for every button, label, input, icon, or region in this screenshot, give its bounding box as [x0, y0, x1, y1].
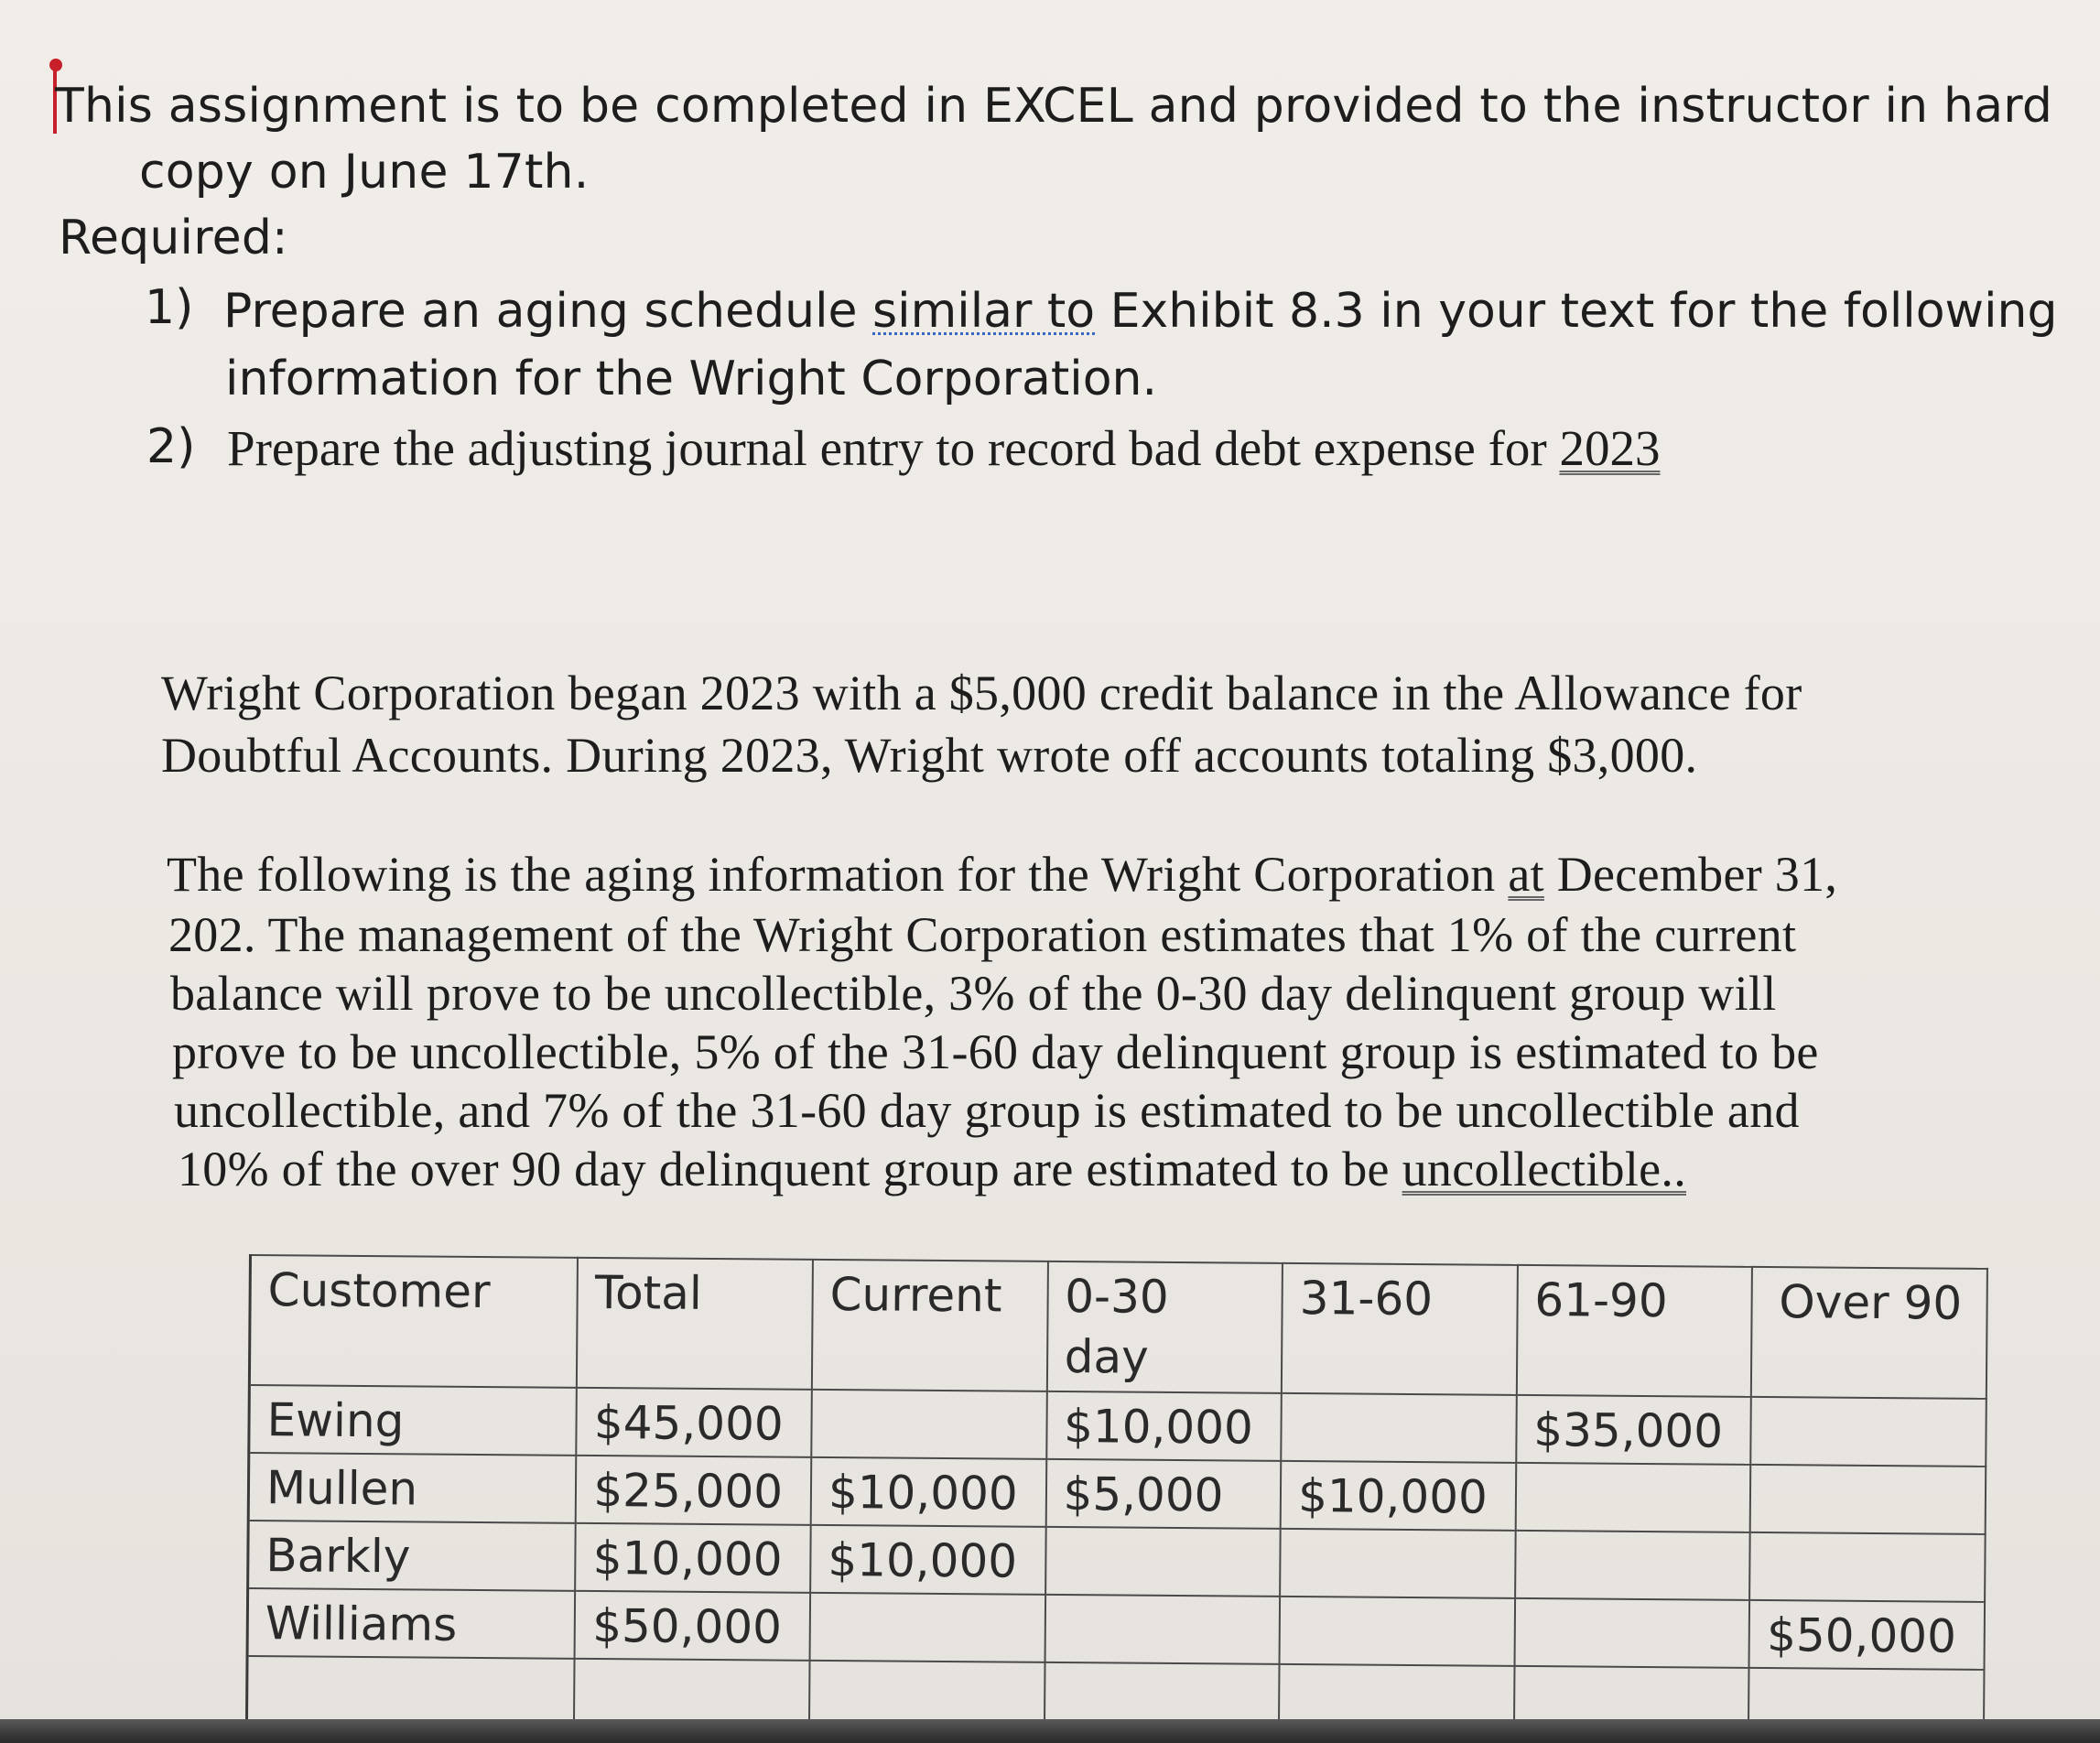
header-0-30-line-1: 0-30: [1065, 1270, 1169, 1324]
cell-customer: Mullen: [248, 1453, 576, 1523]
header-current: Current: [812, 1260, 1048, 1391]
cell-0-30: [1045, 1595, 1280, 1664]
requirement-1-line-2: information for the Wright Corporation.: [225, 352, 1158, 406]
paragraph-2-line-3: balance will prove to be uncollectible, 3% of the 0-30 day delinquent group will: [170, 966, 1777, 1021]
header-0-30-day: [1046, 1261, 1283, 1393]
cell-current: $10,000: [810, 1525, 1045, 1595]
requirement-2-line-1: [227, 419, 1660, 477]
cell-total: $50,000: [575, 1591, 810, 1661]
requirement-1-text-b: similar to: [872, 284, 1096, 339]
paragraph-2-line-6-b: uncollectible..: [1402, 1142, 1686, 1196]
cell-over-90: $50,000: [1749, 1600, 1985, 1670]
cell-61-90: [1514, 1598, 1749, 1668]
paragraph-2-line-1: [167, 846, 1837, 903]
requirement-2-text-a: Prepare the adjusting journal entry to record bad debt expense for: [227, 420, 1560, 476]
required-label: Required:: [59, 211, 288, 265]
cell-0-30: $5,000: [1045, 1459, 1281, 1529]
paragraph-2-line-4: prove to be uncollectible, 5% of the 31-60 day delinquent group is estimated to be: [172, 1024, 1819, 1079]
cell-customer: Ewing: [249, 1385, 577, 1456]
requirement-2-text-b: 2023: [1559, 420, 1661, 476]
header-total: Total: [577, 1258, 813, 1390]
cell-customer: Williams: [247, 1588, 575, 1659]
cell-0-30: $10,000: [1046, 1391, 1282, 1461]
cell-0-30: [1045, 1527, 1281, 1597]
cell-31-60: $10,000: [1281, 1461, 1516, 1531]
requirement-1-text-a: Prepare an aging schedule: [223, 284, 873, 339]
paragraph-1-line-2: Doubtful Accounts. During 2023, Wright wrote off accounts totaling $3,000.: [161, 728, 1698, 783]
requirement-1-line-1: [223, 284, 2058, 339]
cell-61-90: [1515, 1463, 1750, 1532]
header-61-90: 61-90: [1517, 1265, 1753, 1397]
cell-total: $45,000: [577, 1388, 812, 1457]
screen-bezel: [0, 1719, 2100, 1743]
paragraph-2-line-6: [178, 1141, 1686, 1197]
paragraph-2-line-1-b: at: [1508, 847, 1544, 902]
cell-61-90: [1515, 1531, 1750, 1600]
cell-31-60: [1281, 1393, 1516, 1463]
cell-total: $25,000: [576, 1456, 811, 1525]
cell-current: [810, 1593, 1045, 1662]
intro-line-1: This assignment is to be completed in EXCEL and provided to the instructor in hard: [55, 79, 2053, 134]
cell-total: $10,000: [575, 1523, 810, 1593]
cell-current: $10,000: [811, 1457, 1046, 1527]
cell-61-90: $35,000: [1516, 1395, 1751, 1465]
paragraph-1-line-1: Wright Corporation began 2023 with a $5,000 credit balance in the Allowance for: [161, 666, 1802, 720]
cell-customer: Barkly: [248, 1521, 576, 1591]
header-31-60: 31-60: [1282, 1263, 1518, 1395]
paragraph-2-line-5: uncollectible, and 7% of the 31-60 day group is estimated to be uncollectible and: [174, 1083, 1800, 1138]
requirement-2-number: 2): [146, 419, 196, 474]
paragraph-2-line-6-a: 10% of the over 90 day delinquent group are estimated to be: [178, 1142, 1402, 1196]
header-over-90: Over 90: [1751, 1267, 1987, 1399]
cell-31-60: [1280, 1529, 1515, 1598]
paragraph-2-line-1-a: The following is the aging information for the Wright Corporation: [167, 847, 1509, 902]
cell-over-90: [1749, 1532, 1985, 1602]
header-0-30-line-2: day: [1064, 1329, 1149, 1384]
requirement-1-text-c: Exhibit 8.3 in your text for the following: [1095, 284, 2058, 339]
cell-current: [809, 1661, 1045, 1727]
intro-line-2: copy on June 17th.: [139, 145, 590, 200]
requirement-1-number: 1): [145, 280, 194, 335]
table-header-row: [249, 1255, 1987, 1399]
cell-over-90: [1750, 1465, 1986, 1534]
paragraph-2-line-1-c: December 31,: [1543, 847, 1838, 902]
cell-current: [811, 1390, 1046, 1459]
cell-31-60: [1280, 1597, 1515, 1666]
cell-total: [574, 1659, 809, 1725]
cell-customer: [247, 1656, 575, 1723]
header-customer: Customer: [249, 1255, 578, 1388]
paragraph-2-line-2: 202. The management of the Wright Corporation estimates that 1% of the current: [168, 907, 1797, 962]
cell-over-90: [1751, 1397, 1986, 1467]
aging-table: [245, 1254, 1988, 1735]
